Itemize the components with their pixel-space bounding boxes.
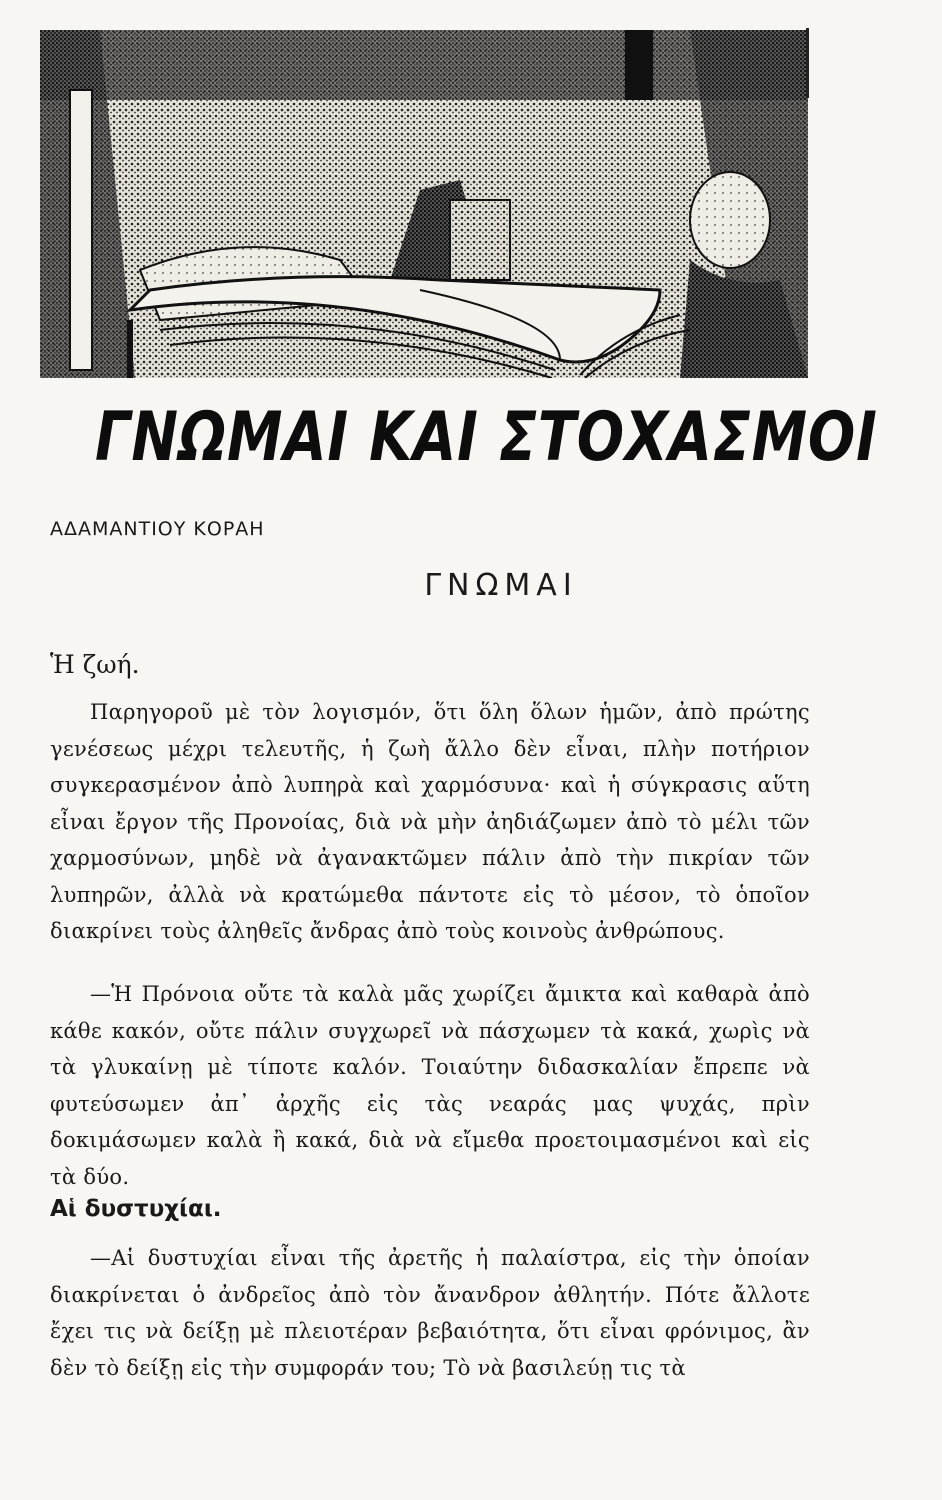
book-reader-engraving [40, 30, 808, 378]
page-title: ΓΝΩΜΑΙ ΚΑΙ ΣΤΟΧΑΣΜΟΙ [95, 398, 878, 477]
paragraph: Παρηγοροῦ μὲ τὸν λογισμόν, ὅτι ὅλη ὅλων ἡμῶν, ἀπὸ πρώτης γενέσεως μέχρι τελευτῆς, ἡ ζωὴ ἄλλο δὲν εἶναι, πλὴν ποτήριον συγκερασμένον ἀπὸ λυπηρὰ καὶ χαρμόσυνα· καὶ ἡ σύγκρασις αὕτη εἶναι ἔργον τῆς Προνοίας, διὰ νὰ μὴν ἀηδιάζωμεν ἀπὸ τὸ μέλι τῶν χαρμοσύνων, μηδὲ νὰ ἀγανακτῶμεν πάλιν ἀπὸ τὴν πικρίαν τῶν λυπηρῶν, ἀλλὰ νὰ κρατώμεθα πάντοτε εἰς τὸ μέσον, τὸ ὁποῖον διακρίνει τοὺς ἀληθεῖς ἄνδρας ἀπὸ τοὺς κοινοὺς ἀνθρώπους. [50, 700, 810, 943]
subheading-life: Ἡ ζωή. [50, 650, 140, 679]
section-title: ΓΝΩΜΑΙ [424, 568, 578, 603]
author-name: ΑΔΑΜΑΝΤΙΟΥ ΚΟΡΑΗ [50, 518, 265, 540]
page-edge-mark [806, 28, 809, 98]
subheading-misfortunes: Αἱ δυστυχίαι. [50, 1196, 222, 1222]
header-illustration [40, 30, 808, 378]
paragraph: —Αἱ δυστυχίαι εἶναι τῆς ἀρετῆς ἡ παλαίστρα, εἰς τὴν ὁποίαν διακρίνεται ὁ ἀνδρεῖος ἀπὸ τὸν ἄνανδρον ἀθλητήν. Πότε ἄλλοτε ἔχει τις νὰ δείξῃ μὲ πλειοτέραν βεβαιότητα, ὅτι εἶναι φρόνιμος, ἂν δὲν τὸ δείξῃ εἰς τὴν συμφοράν του; Τὸ νὰ βασιλεύῃ τις τὰ [50, 1246, 810, 1380]
paragraph: —Ἡ Πρόνοια οὔτε τὰ καλὰ μᾶς χωρίζει ἄμικτα καὶ καθαρὰ ἀπὸ κάθε κακόν, οὔτε πάλιν συγχωρεῖ νὰ πάσχωμεν τὰ κακά, χωρὶς νὰ τὰ γλυκαίνῃ μὲ τίποτε καλόν. Τοιαύτην διδασκαλίαν ἔπρεπε νὰ φυτεύσωμεν ἀπ᾽ ἀρχῆς εἰς τὰς νεαράς μας ψυχάς, πρὶν δοκιμάσωμεν καλὰ ἢ κακά, διὰ νὰ εἴμεθα προετοιμασμένοι καὶ εἰς τὰ δύο. [50, 982, 810, 1189]
